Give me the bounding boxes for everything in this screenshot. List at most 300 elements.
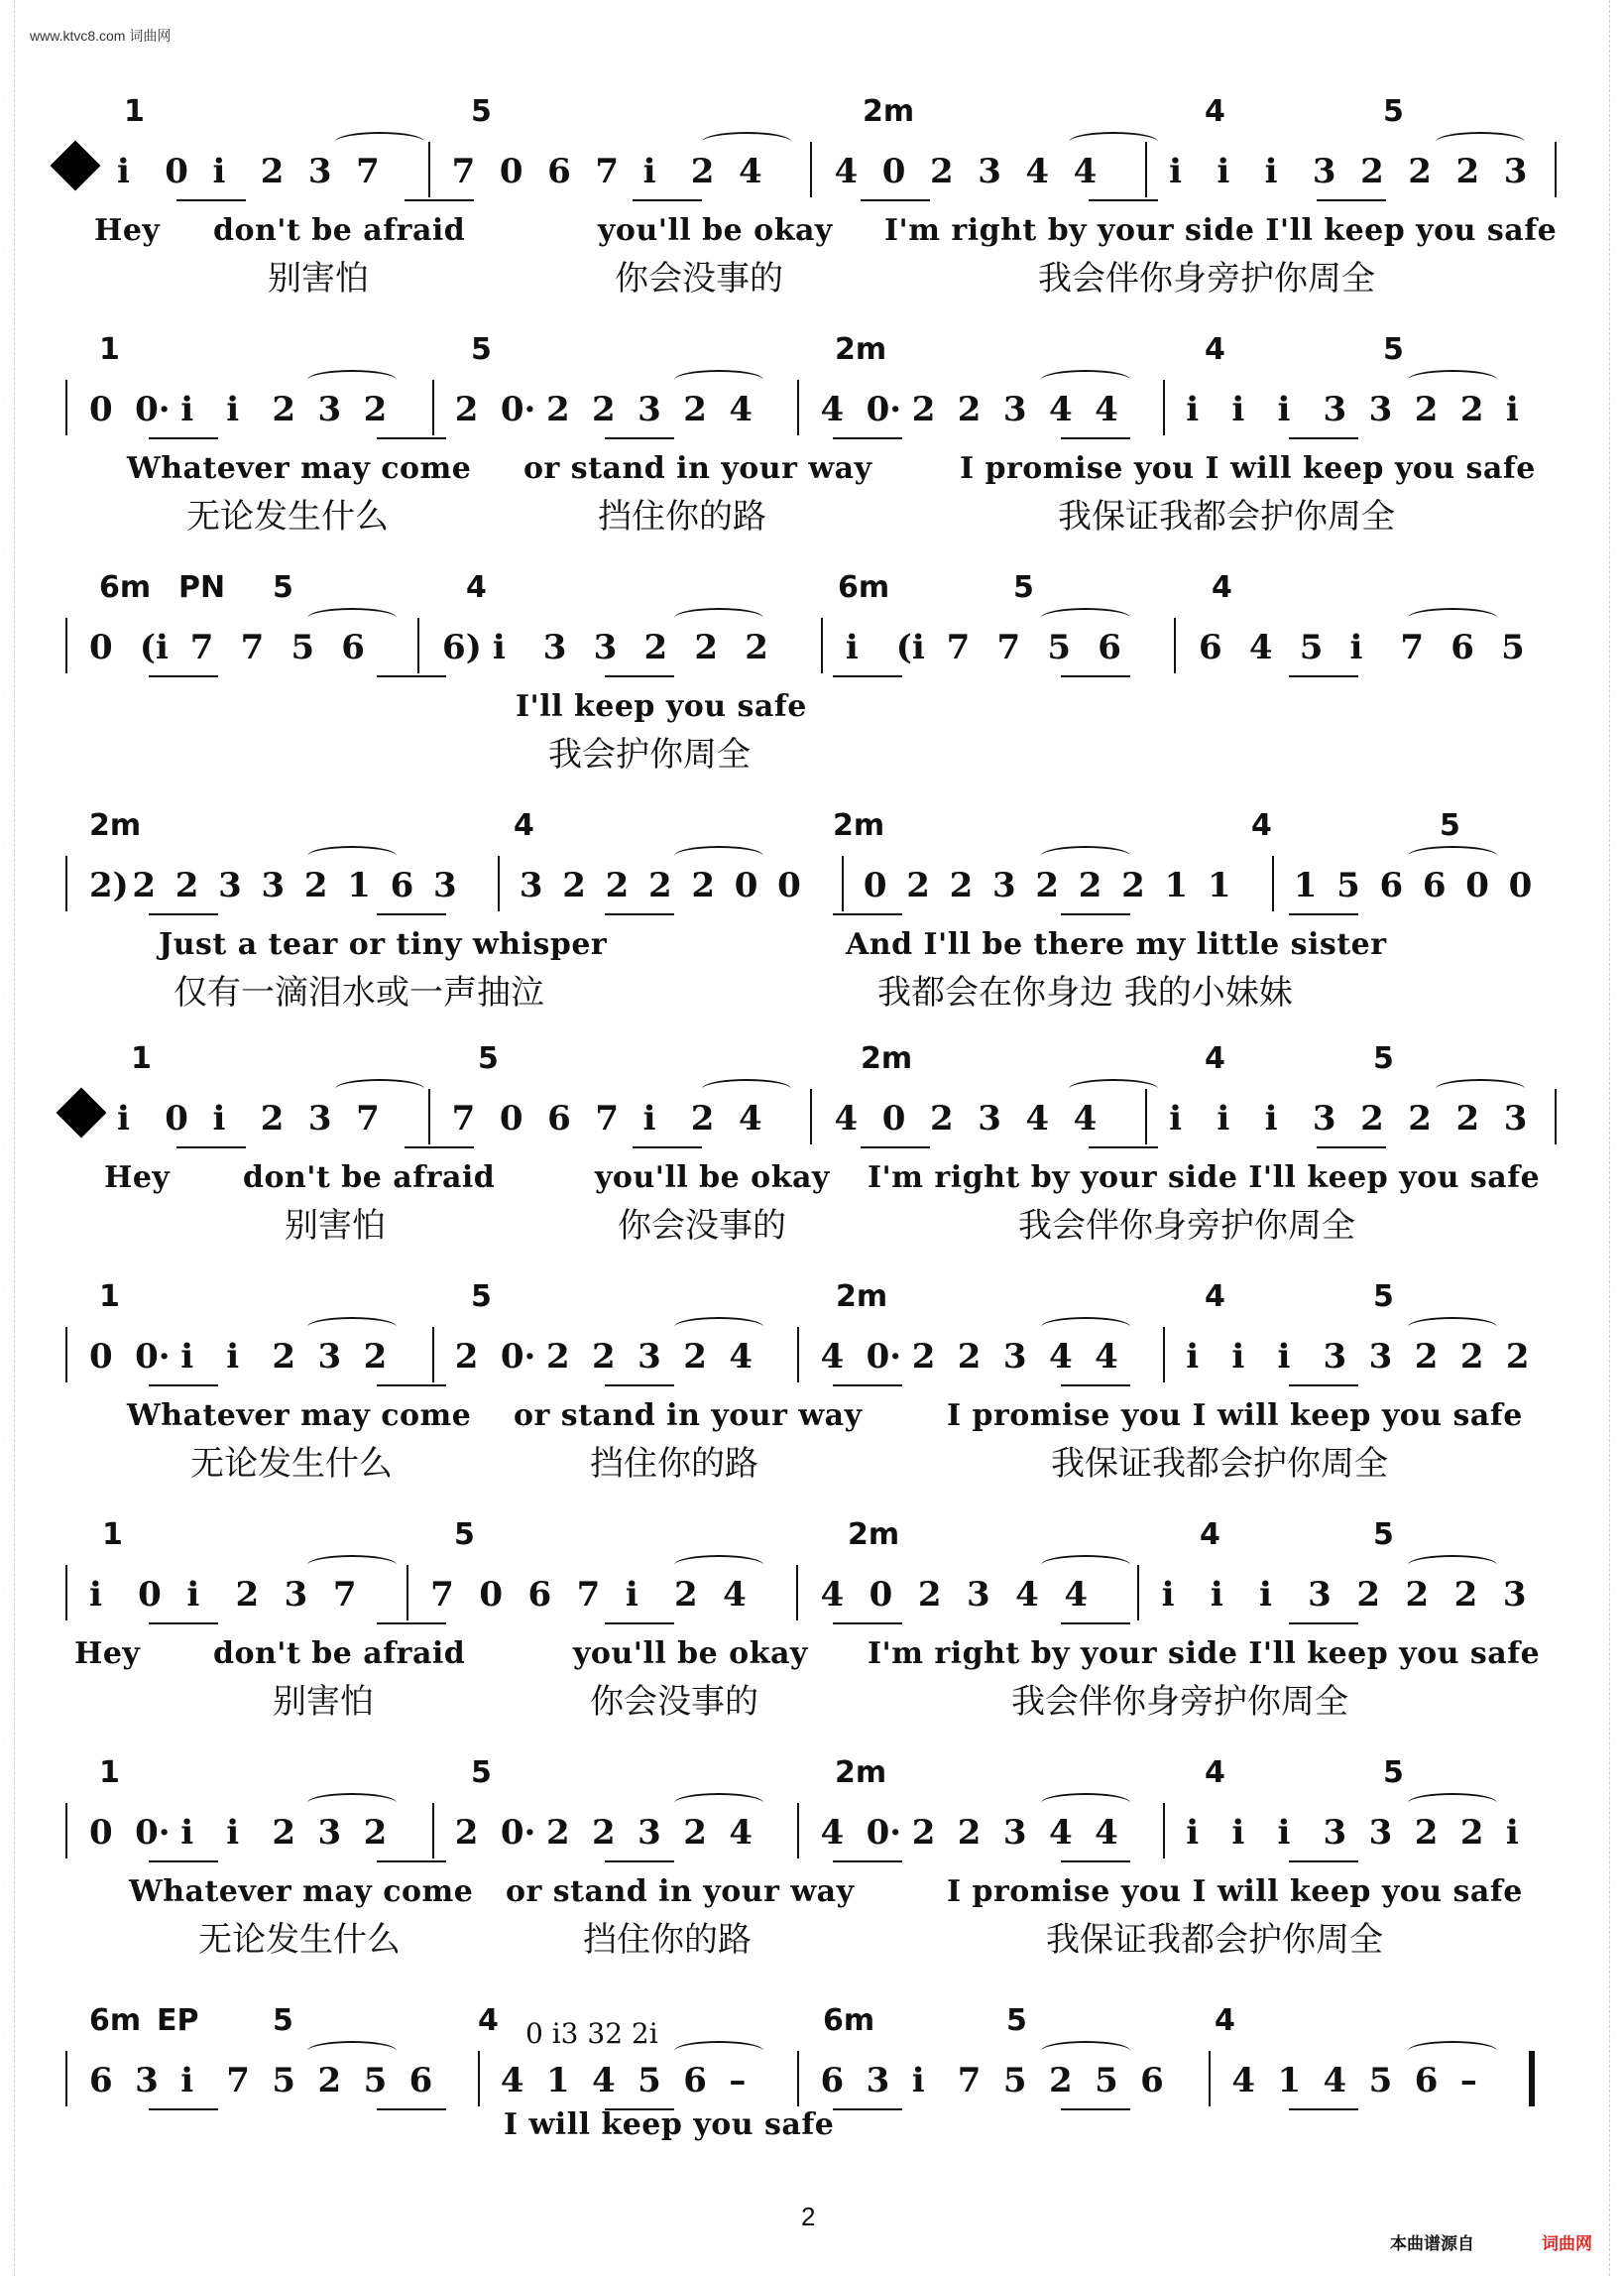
lyric-english: And I'll be there my little sister bbox=[846, 927, 1387, 962]
note: 0· bbox=[500, 1337, 536, 1377]
note: 2 bbox=[1414, 1337, 1439, 1377]
note: 2 bbox=[272, 1813, 296, 1853]
note: 3 bbox=[307, 152, 332, 191]
note: 2 bbox=[260, 1099, 285, 1138]
note: 2 bbox=[1408, 152, 1432, 191]
note: 2 bbox=[647, 866, 672, 905]
margin-watermark-mark: · bbox=[2, 1587, 5, 1594]
note: 2 bbox=[260, 152, 285, 191]
note: i bbox=[1186, 390, 1200, 429]
note: 3 bbox=[1308, 1575, 1332, 1615]
slur bbox=[674, 1317, 763, 1337]
barline bbox=[1272, 856, 1274, 911]
beam bbox=[1089, 199, 1158, 201]
note: i bbox=[1277, 1813, 1291, 1853]
barline bbox=[797, 1803, 799, 1858]
margin-watermark-mark: · bbox=[1612, 1140, 1615, 1147]
lyric-chinese: 挡住你的路 bbox=[590, 1444, 758, 1484]
beam bbox=[833, 1622, 902, 1624]
chord-symbol: 4 bbox=[1205, 1279, 1225, 1314]
slur bbox=[1041, 1555, 1130, 1575]
beam bbox=[149, 1622, 218, 1624]
note: i bbox=[226, 1337, 240, 1377]
note: i bbox=[642, 152, 656, 191]
lyric-chinese: 我都会在你身边 我的小妹妹 bbox=[877, 973, 1293, 1013]
note: 3 bbox=[1502, 1575, 1527, 1615]
margin-watermark-mark: · bbox=[1612, 694, 1615, 701]
note: 0· bbox=[135, 1337, 171, 1377]
barline bbox=[65, 1803, 67, 1858]
beam bbox=[377, 1860, 446, 1862]
score-row bbox=[0, 332, 1624, 560]
note: 2 bbox=[1405, 1575, 1430, 1615]
note: 2 bbox=[957, 1813, 982, 1853]
barline bbox=[796, 1565, 798, 1620]
note: 2 bbox=[592, 1337, 616, 1377]
note: 0· bbox=[135, 1813, 171, 1853]
note: 3 bbox=[317, 390, 342, 429]
note: 4 bbox=[1048, 1337, 1073, 1377]
note: (i bbox=[895, 628, 925, 667]
beam bbox=[149, 675, 218, 677]
note: i bbox=[845, 628, 859, 667]
note: 2 bbox=[683, 390, 707, 429]
note: i bbox=[642, 1099, 656, 1138]
note: 3 bbox=[317, 1813, 342, 1853]
beam bbox=[1289, 437, 1358, 439]
slur bbox=[1041, 608, 1130, 628]
note: 6) bbox=[442, 628, 482, 667]
note: 4 bbox=[592, 2061, 616, 2100]
barline bbox=[432, 380, 434, 435]
barline bbox=[1555, 1089, 1557, 1144]
note: 2 bbox=[929, 152, 954, 191]
note: i bbox=[89, 1575, 102, 1615]
note: 2 bbox=[363, 1337, 388, 1377]
note: i bbox=[180, 1813, 194, 1853]
score-row bbox=[0, 1041, 1624, 1269]
lyric-chinese: 我会伴你身旁护你周全 bbox=[1038, 259, 1375, 299]
score-row bbox=[0, 1755, 1624, 1983]
beam bbox=[377, 1622, 446, 1624]
note: 2 bbox=[1455, 152, 1480, 191]
lyric-english: I'm right by your side I'll keep you safe bbox=[868, 1160, 1541, 1195]
barline bbox=[797, 380, 799, 435]
note: i bbox=[1210, 1575, 1223, 1615]
note: 2 bbox=[643, 628, 668, 667]
note: 6 bbox=[547, 1099, 571, 1138]
margin-watermark-mark: · bbox=[2, 843, 5, 850]
note: 2 bbox=[605, 866, 630, 905]
barline bbox=[1137, 1565, 1139, 1620]
slur bbox=[307, 1793, 397, 1813]
lyric-chinese: 无论发生什么 bbox=[198, 1920, 401, 1960]
lyric-english: I'm right by your side I'll keep you safe bbox=[884, 213, 1558, 248]
barline bbox=[65, 856, 67, 911]
note: i bbox=[1231, 1813, 1245, 1853]
note: 6 bbox=[341, 628, 365, 667]
note: 7 bbox=[430, 1575, 454, 1615]
note: 5 bbox=[1047, 628, 1072, 667]
chord-line bbox=[0, 1517, 1624, 1551]
note: 2 bbox=[917, 1575, 942, 1615]
note: i bbox=[117, 152, 130, 191]
chord-symbol: 2m bbox=[836, 1279, 888, 1314]
note: i bbox=[1505, 1813, 1519, 1853]
beam bbox=[1061, 1384, 1130, 1386]
chord-symbol: 4 bbox=[1205, 1041, 1225, 1076]
lyric-english: you'll be okay bbox=[573, 1636, 808, 1671]
note: 2 bbox=[1356, 1575, 1380, 1615]
margin-watermark-mark: · bbox=[2, 248, 5, 255]
note: 1 bbox=[347, 866, 371, 905]
note: 2 bbox=[690, 152, 715, 191]
note: 2 bbox=[363, 1813, 388, 1853]
chord-symbol: PN bbox=[178, 570, 226, 605]
segno-diamond bbox=[57, 1088, 107, 1138]
chord-symbol: 2m bbox=[833, 808, 885, 843]
beam bbox=[377, 437, 446, 439]
beam bbox=[377, 1384, 446, 1386]
note: 4 bbox=[820, 1337, 845, 1377]
note: 3 bbox=[1323, 1813, 1347, 1853]
lyric-english: I promise you I will keep you safe bbox=[960, 451, 1536, 486]
note: 4 bbox=[1064, 1575, 1088, 1615]
notation-line bbox=[0, 856, 1624, 915]
chord-line bbox=[0, 570, 1624, 604]
note: 7 bbox=[576, 1575, 601, 1615]
note: i bbox=[180, 1337, 194, 1377]
margin-watermark-mark: · bbox=[1612, 1884, 1615, 1891]
note: (i bbox=[139, 628, 169, 667]
chord-symbol: 2m bbox=[835, 332, 887, 367]
note: 4 bbox=[1095, 1813, 1118, 1853]
margin-watermark-mark: · bbox=[1612, 2033, 1615, 2040]
slur bbox=[1041, 370, 1130, 390]
note: 6 bbox=[390, 866, 414, 905]
lyric-english: Hey bbox=[104, 1160, 171, 1195]
note: 7 bbox=[451, 152, 476, 191]
note: 2 bbox=[317, 2061, 342, 2100]
beam bbox=[176, 199, 246, 201]
beam bbox=[149, 1860, 218, 1862]
page-number: 2 bbox=[801, 2202, 816, 2231]
beam bbox=[149, 913, 218, 915]
note: 3 bbox=[1312, 1099, 1336, 1138]
beam bbox=[405, 199, 474, 201]
slur bbox=[307, 2041, 397, 2061]
note: i bbox=[212, 1099, 226, 1138]
lyric-english: or stand in your way bbox=[514, 1398, 863, 1433]
chord-line bbox=[0, 2003, 1624, 2037]
site-url: www.ktvc8.com 词曲网 bbox=[30, 28, 172, 44]
note: 4 bbox=[1248, 628, 1273, 667]
chord-symbol: 1 bbox=[131, 1041, 152, 1076]
margin-watermark-mark: · bbox=[2, 2033, 5, 2040]
note: 5 bbox=[290, 628, 315, 667]
chord-symbol: 6m bbox=[89, 2003, 142, 2038]
note: i bbox=[226, 390, 240, 429]
beam bbox=[1061, 913, 1130, 915]
note: 3 bbox=[519, 866, 543, 905]
note: 2 bbox=[1360, 1099, 1384, 1138]
beam bbox=[833, 2108, 902, 2110]
chord-symbol: 5 bbox=[1373, 1041, 1394, 1076]
note: i bbox=[186, 1575, 200, 1615]
note: 6 bbox=[820, 2061, 845, 2100]
note: 0 bbox=[499, 152, 523, 191]
note: 3 bbox=[1323, 390, 1347, 429]
slur bbox=[307, 370, 397, 390]
slur bbox=[1041, 1793, 1130, 1813]
note: 4 bbox=[1231, 2061, 1256, 2100]
note: i bbox=[911, 2061, 925, 2100]
note: i bbox=[1186, 1813, 1200, 1853]
chord-symbol: 5 bbox=[471, 94, 492, 129]
note: 2 bbox=[1408, 1099, 1432, 1138]
note: i bbox=[625, 1575, 638, 1615]
barline bbox=[417, 618, 419, 673]
beam bbox=[1289, 913, 1358, 915]
lyric-english: you'll be okay bbox=[598, 213, 833, 248]
note: 3 bbox=[1002, 1813, 1027, 1853]
note: 3 bbox=[1002, 1337, 1027, 1377]
chord-symbol: EP bbox=[157, 2003, 199, 2038]
barline bbox=[842, 856, 844, 911]
note: 1 bbox=[1164, 866, 1189, 905]
note: 4 bbox=[729, 390, 753, 429]
note: i bbox=[1505, 390, 1519, 429]
slur bbox=[1069, 132, 1158, 152]
note: 2 bbox=[1360, 152, 1384, 191]
barline bbox=[65, 1327, 67, 1382]
chord-symbol: 2m bbox=[835, 1755, 887, 1790]
note: 7 bbox=[1400, 628, 1425, 667]
slur bbox=[702, 132, 791, 152]
margin-watermark-mark: · bbox=[2, 2182, 5, 2189]
barline bbox=[1163, 380, 1165, 435]
chord-symbol: 5 bbox=[1006, 2003, 1027, 2038]
slur bbox=[1408, 370, 1497, 390]
beam bbox=[605, 1860, 674, 1862]
chord-symbol: 5 bbox=[471, 332, 492, 367]
chord-symbol: 6m bbox=[823, 2003, 875, 2038]
beam bbox=[1061, 675, 1130, 677]
beam bbox=[1317, 199, 1386, 201]
note: i bbox=[492, 628, 506, 667]
lyric-english: Whatever may come bbox=[129, 1874, 474, 1909]
notation-line bbox=[0, 1565, 1624, 1624]
margin-watermark-mark: · bbox=[1612, 397, 1615, 404]
note: 2 bbox=[1459, 1337, 1484, 1377]
lyric-english: or stand in your way bbox=[506, 1874, 855, 1909]
note: 2 bbox=[1414, 390, 1439, 429]
note: 4 bbox=[729, 1337, 753, 1377]
margin-watermark-mark: · bbox=[1612, 99, 1615, 106]
note: 2 bbox=[303, 866, 328, 905]
lyric-chinese: 你会没事的 bbox=[618, 1206, 786, 1246]
note: 3 bbox=[866, 2061, 890, 2100]
note: 4 bbox=[723, 1575, 747, 1615]
note: 2 bbox=[592, 1813, 616, 1853]
note: 6 bbox=[1140, 2061, 1164, 2100]
note: 2 bbox=[545, 1813, 570, 1853]
chord-symbol: 4 bbox=[514, 808, 534, 843]
note: 3 bbox=[593, 628, 618, 667]
barline bbox=[810, 142, 812, 197]
note: 2 bbox=[929, 1099, 954, 1138]
beam bbox=[833, 1860, 902, 1862]
slur bbox=[1408, 2041, 1497, 2061]
beam bbox=[176, 1146, 246, 1148]
note: 3 bbox=[638, 390, 661, 429]
beam bbox=[377, 675, 446, 677]
note: 2 bbox=[174, 866, 199, 905]
note: 4 bbox=[1095, 1337, 1118, 1377]
note: 2 bbox=[957, 1337, 982, 1377]
beam bbox=[149, 2108, 218, 2110]
lyric-chinese: 我会伴你身旁护你周全 bbox=[1011, 1682, 1348, 1722]
note: 0 bbox=[881, 1099, 906, 1138]
chord-symbol: 2m bbox=[861, 1041, 913, 1076]
lyric-chinese: 我保证我都会护你周全 bbox=[1051, 1444, 1388, 1484]
note: 4 bbox=[820, 390, 845, 429]
note: 7 bbox=[332, 1575, 357, 1615]
margin-watermark-mark: · bbox=[1612, 843, 1615, 850]
margin-watermark-mark: · bbox=[1612, 248, 1615, 255]
barline bbox=[1555, 142, 1557, 197]
barline bbox=[428, 142, 430, 197]
lyric-chinese: 你会没事的 bbox=[615, 259, 783, 299]
note: 6 bbox=[1098, 628, 1121, 667]
chord-symbol: 6m bbox=[838, 570, 890, 605]
lyric-chinese: 你会没事的 bbox=[590, 1682, 758, 1722]
slur bbox=[1408, 1555, 1497, 1575]
note: 1 bbox=[545, 2061, 570, 2100]
note: 3 bbox=[1368, 1337, 1393, 1377]
beam bbox=[377, 2108, 446, 2110]
note: 7 bbox=[226, 2061, 250, 2100]
chord-symbol: 1 bbox=[102, 1517, 123, 1552]
note: 0 bbox=[165, 1099, 188, 1138]
grace-notes: 0 i3 32 2i bbox=[525, 2017, 658, 2050]
note: 3 bbox=[978, 1099, 1001, 1138]
beam bbox=[1089, 1146, 1158, 1148]
barline bbox=[65, 380, 67, 435]
beam bbox=[1061, 437, 1130, 439]
beam bbox=[861, 1146, 930, 1148]
note: 2 bbox=[235, 1575, 260, 1615]
lyric-chinese: 无论发生什么 bbox=[190, 1444, 393, 1484]
note: 7 bbox=[240, 628, 265, 667]
note: 1 bbox=[1277, 2061, 1302, 2100]
lyric-chinese: 无论发生什么 bbox=[186, 497, 389, 537]
lyric-chinese: 别害怕 bbox=[268, 259, 369, 299]
margin-watermark-mark: · bbox=[2, 1289, 5, 1296]
note: i bbox=[1277, 1337, 1291, 1377]
note: 2 bbox=[1048, 2061, 1073, 2100]
margin-watermark-mark: · bbox=[2, 694, 5, 701]
lyric-chinese: 我保证我都会护你周全 bbox=[1058, 497, 1395, 537]
note: 5 bbox=[638, 2061, 661, 2100]
note: i bbox=[1169, 1099, 1183, 1138]
note: 7 bbox=[356, 152, 380, 191]
note: 3 bbox=[284, 1575, 308, 1615]
margin-watermark-mark: · bbox=[1612, 1289, 1615, 1296]
barline bbox=[65, 2051, 67, 2106]
barline bbox=[1174, 618, 1176, 673]
slur bbox=[1408, 846, 1497, 866]
note: 3 bbox=[1002, 390, 1027, 429]
note: 6 bbox=[1198, 628, 1222, 667]
chord-line bbox=[0, 1279, 1624, 1313]
chord-line bbox=[0, 332, 1624, 366]
note: i bbox=[1169, 152, 1183, 191]
slur bbox=[307, 608, 397, 628]
chord-symbol: 4 bbox=[1205, 1755, 1225, 1790]
chord-symbol: 2m bbox=[863, 94, 915, 129]
chord-symbol: 6m bbox=[99, 570, 152, 605]
note: 0 bbox=[1465, 866, 1489, 905]
note: 6 bbox=[1422, 866, 1447, 905]
margin-watermark-mark: · bbox=[2, 99, 5, 106]
margin-watermark-mark: · bbox=[1612, 1736, 1615, 1742]
note: 0 bbox=[734, 866, 758, 905]
note: 7 bbox=[946, 628, 971, 667]
note: 2 bbox=[957, 390, 982, 429]
chord-symbol: 4 bbox=[478, 2003, 499, 2038]
note: i bbox=[1217, 152, 1230, 191]
note: 2 bbox=[911, 1813, 936, 1853]
lyric-chinese: 我会护你周全 bbox=[548, 735, 751, 775]
lyric-chinese: 别害怕 bbox=[273, 1682, 374, 1722]
note: 2 bbox=[911, 1337, 936, 1377]
note: 4 bbox=[1048, 1813, 1073, 1853]
note: 4 bbox=[500, 2061, 524, 2100]
note: i bbox=[1231, 1337, 1245, 1377]
lyric-chinese: 挡住你的路 bbox=[583, 1920, 752, 1960]
note: 2 bbox=[674, 1575, 698, 1615]
note: 3 bbox=[135, 2061, 159, 2100]
lyric-english: or stand in your way bbox=[523, 451, 872, 486]
source-credit: 本曲谱源自 bbox=[1390, 2234, 1474, 2254]
note: 4 bbox=[739, 152, 762, 191]
note: 5 bbox=[363, 2061, 388, 2100]
note: 6 bbox=[527, 1575, 552, 1615]
notation-line bbox=[0, 380, 1624, 439]
note: 4 bbox=[1025, 1099, 1050, 1138]
chord-line bbox=[0, 808, 1624, 842]
margin-watermark-mark: · bbox=[2, 992, 5, 999]
margin-watermark-mark: · bbox=[1612, 1438, 1615, 1445]
note: 2 bbox=[683, 1813, 707, 1853]
margin-watermark-mark: · bbox=[2, 397, 5, 404]
note: 2 bbox=[1453, 1575, 1478, 1615]
slur bbox=[674, 2041, 763, 2061]
beam bbox=[833, 675, 902, 677]
margin-watermark-mark: · bbox=[2, 545, 5, 552]
beam bbox=[1289, 1384, 1358, 1386]
note: 2 bbox=[1121, 866, 1145, 905]
beam bbox=[605, 913, 674, 915]
note: i bbox=[1186, 1337, 1200, 1377]
note: i bbox=[226, 1813, 240, 1853]
note: 7 bbox=[957, 2061, 982, 2100]
chord-symbol: 5 bbox=[471, 1279, 492, 1314]
note: 5 bbox=[272, 2061, 296, 2100]
note: 6 bbox=[1414, 2061, 1439, 2100]
note: 7 bbox=[451, 1099, 476, 1138]
